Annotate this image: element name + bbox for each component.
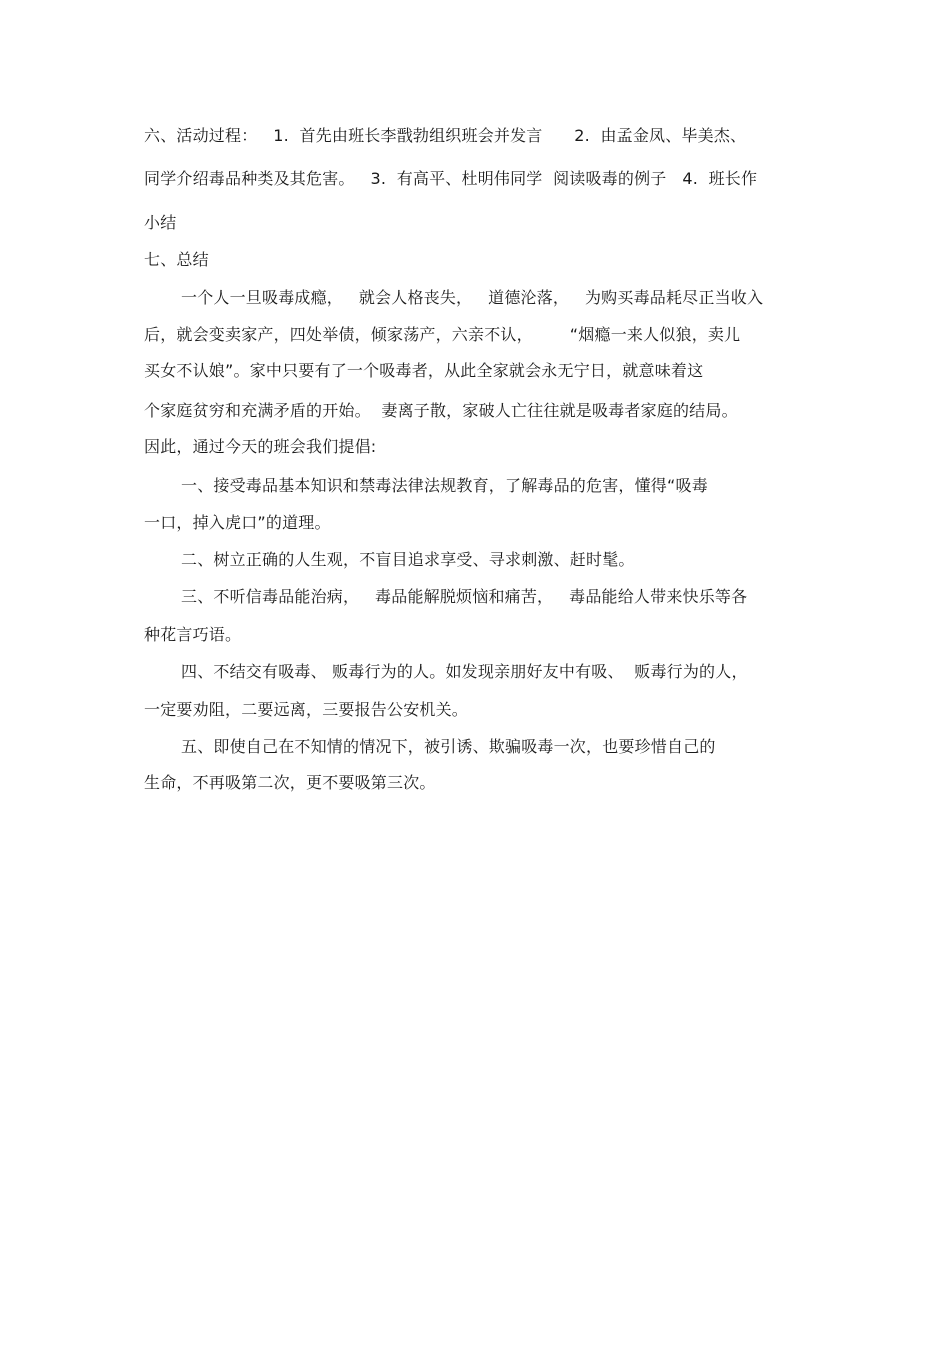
summary-paragraph-line-2: 后，就会变卖家产，四处举债，倾家荡产，六亲不认， “烟瘾一来人似狼，卖儿 — [144, 325, 741, 344]
summary-paragraph-line-5: 因此，通过今天的班会我们提倡: — [144, 437, 377, 456]
activity-process-line-1: 六、活动过程： 1. 首先由班长李戬勃组织班会并发言 2. 由孟金凤、毕美杰、 — [144, 126, 747, 145]
summary-paragraph-line-4: 个家庭贫穷和充满矛盾的开始。 妻离子散，家破人亡往往就是吸毒者家庭的结局。 — [144, 401, 738, 420]
summary-heading: 七、总结 — [144, 250, 209, 269]
activity-process-line-2: 同学介绍毒品种类及其危害。 3. 有高平、杜明伟同学 阅读吸毒的例子 4. 班长作 — [144, 169, 758, 188]
point-four-line-2: 一定要劝阻，二要远离，三要报告公安机关。 — [144, 700, 469, 719]
point-three-line-2: 种花言巧语。 — [144, 625, 242, 644]
point-one-line-2: 一口，掉入虎口”的道理。 — [144, 513, 331, 532]
summary-paragraph-line-3: 买女不认娘”。家中只要有了一个吸毒者，从此全家就会永无宁日，就意味着这 — [144, 361, 704, 380]
point-four-line-1: 四、不结交有吸毒、 贩毒行为的人。如发现亲朋好友中有吸、 贩毒行为的人， — [181, 662, 748, 681]
point-one-line-1: 一、接受毒品基本知识和禁毒法律法规教育，了解毒品的危害，懂得“吸毒 — [181, 476, 708, 495]
point-five-line-1: 五、即使自己在不知情的情况下，被引诱、欺骗吸毒一次，也要珍惜自己的 — [181, 737, 716, 756]
point-five-line-2: 生命，不再吸第二次，更不要吸第三次。 — [144, 773, 436, 792]
point-two-line-1: 二、树立正确的人生观，不盲目追求享受、寻求刺激、赶时髦。 — [181, 550, 635, 569]
activity-process-line-3: 小结 — [144, 213, 177, 232]
point-three-line-1: 三、不听信毒品能治病， 毒品能解脱烦恼和痛苦， 毒品能给人带来快乐等各 — [181, 587, 748, 606]
summary-paragraph-line-1: 一个人一旦吸毒成瘾， 就会人格丧失， 道德沦落， 为购买毒品耗尽正当收入 — [181, 288, 764, 307]
